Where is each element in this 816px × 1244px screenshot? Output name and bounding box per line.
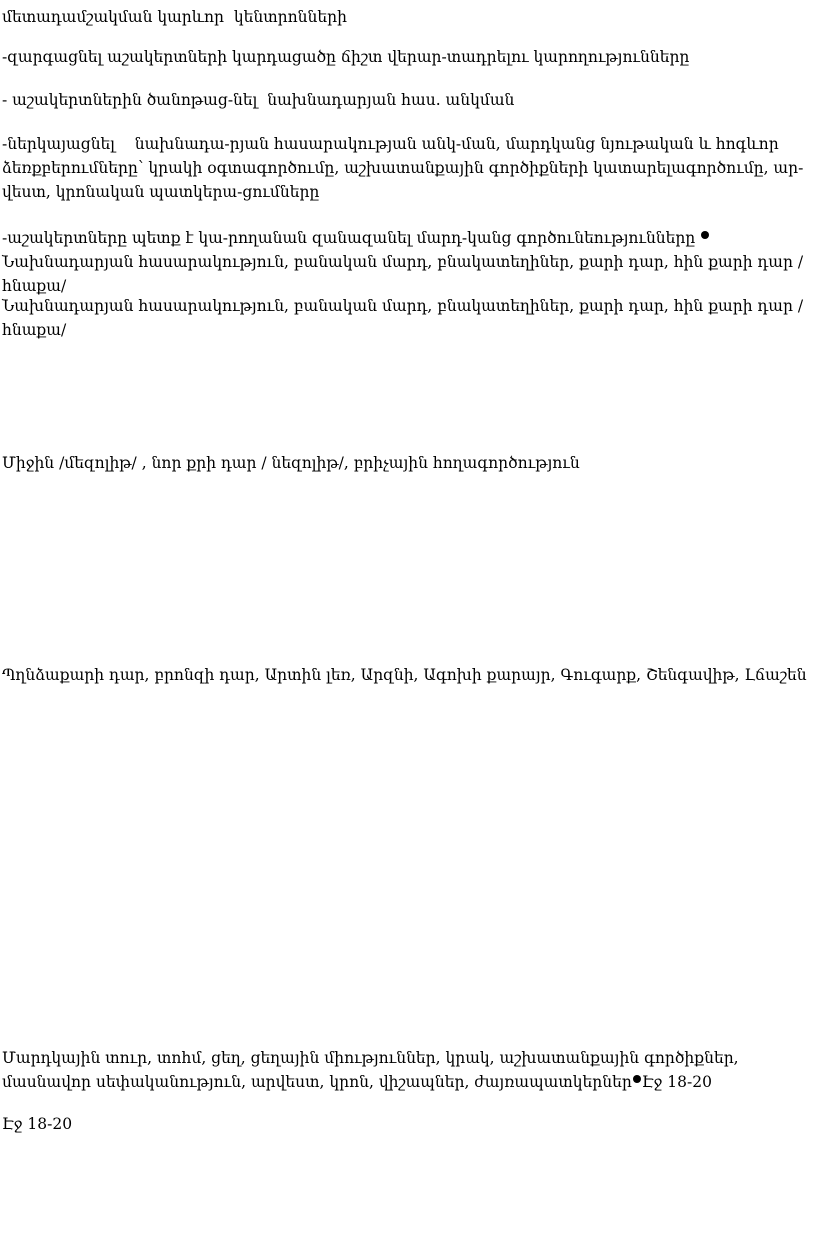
bullet-dot-icon bbox=[633, 1075, 641, 1083]
text-distinguish-lead: -աշակերտները պետք է կա-րողանան զանազանել մարդ-կանց գործունեությունները bbox=[2, 229, 701, 247]
text-line-centers: մետադամշակման կարևոր կենտրոնների bbox=[2, 8, 347, 26]
text-objective-retell: -զարգացնել աշակերտների կարդացածը ճիշտ վերար-տադրելու կարողությունները bbox=[2, 48, 690, 66]
text-terms-human-herd bbox=[2, 1046, 812, 1094]
text-herd-page-ref: Էջ 18-20 bbox=[641, 1073, 712, 1091]
text-herd-terms: Մարդկային տուր, տոհմ, ցեղ, ցեղային միություններ, կրակ, աշխատանքային գործիքներ, մասնավոր սեփականություն, արվեստ, կրոն, վիշապներ, ժայռապատկերներ bbox=[2, 1049, 744, 1091]
text-distinguish-terms: Նախնադարյան հասարակություն, բանական մարդ, բնակատեղիներ, քարի դար, հին քարի դար /հնաքա/ bbox=[2, 253, 804, 295]
text-terms-mesolithic: Միջին /մեզոլիթ/ , նոր քրի դար / նեզոլիթ/, բրիչային հողագործություն bbox=[2, 454, 580, 472]
text-page-reference: Էջ 18-20 bbox=[2, 1115, 73, 1133]
text-objective-present: -ներկայացնել նախնադա-րյան հասարակության անկ-ման, մարդկանց նյութական և հոգևոր ձեռքբերումները՝ կրակի օգտագործումը, աշխատանքային գործիքների կատարելագործումը, ար-վեստ, կրոնական պատկերա-ցումները bbox=[2, 135, 804, 201]
text-terms-bronze-age: Պղնձաքարի դար, բրոնզի դար, Արտին լեռ, Արզնի, Ագոխի քարայր, Գուգարք, Շենգավիթ, Լճաշեն bbox=[2, 666, 807, 684]
text-objective-decline: - աշակերտներին ծանոթաց-նել նախնադարյան հաս. անկման bbox=[2, 91, 515, 109]
bullet-dot-icon bbox=[701, 231, 709, 239]
text-terms-primitive-society: Նախնադարյան հասարակություն, բանական մարդ, բնակատեղիներ, քարի դար, հին քարի դար /հնաքա/ bbox=[2, 297, 804, 339]
text-objective-distinguish bbox=[2, 226, 812, 298]
